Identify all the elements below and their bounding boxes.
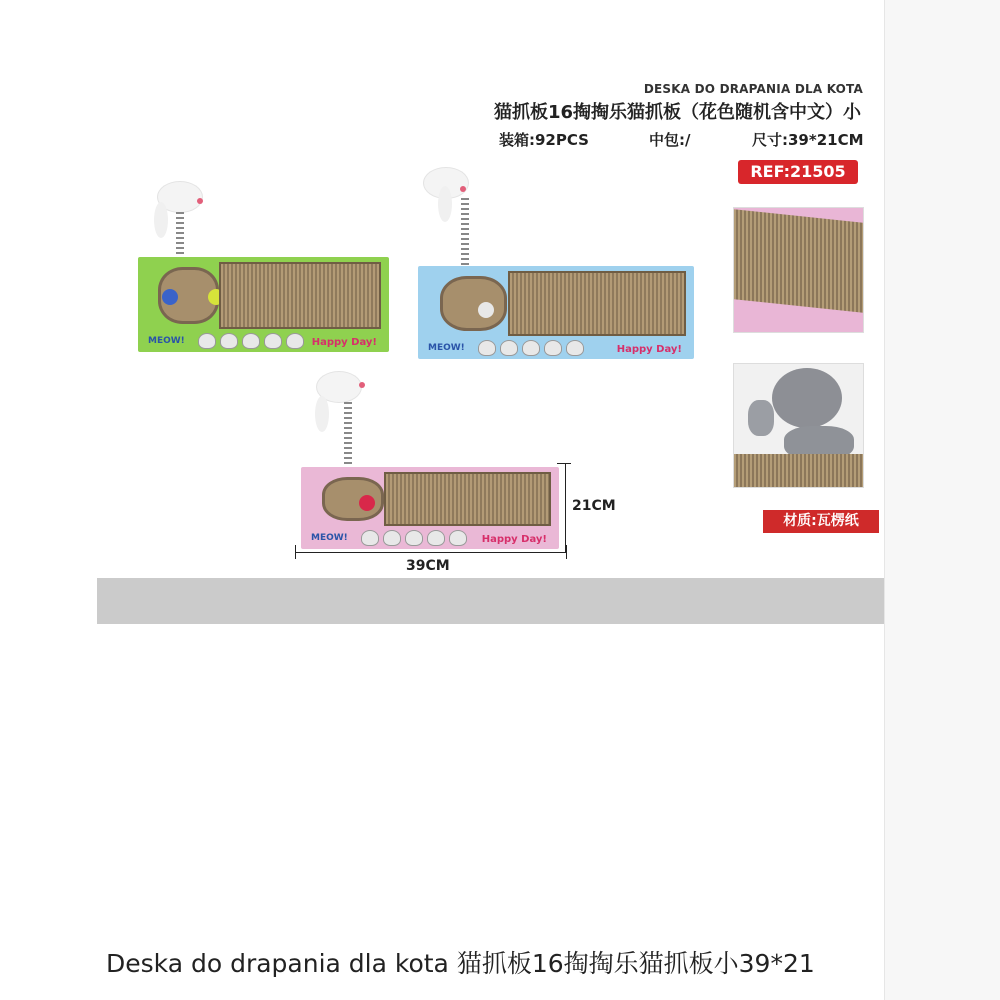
header-chinese: 猫抓板16掏掏乐猫抓板（花色随机含中文）小 [493, 102, 861, 123]
ball-icon [359, 495, 375, 511]
dimension-tick [557, 463, 571, 464]
product-caption[interactable]: Deska do drapania dla kota 猫抓板16掏掏乐猫抓板小39*21 [106, 949, 815, 978]
cat-faces [361, 530, 467, 546]
board-happy-text: Happy Day! [481, 534, 547, 545]
spec-size: 尺寸:39*21CM [752, 131, 864, 149]
board-meow-text: MEOW! [428, 343, 465, 353]
width-dimension-label: 39CM [406, 558, 450, 574]
scratch-board-pink [301, 467, 559, 549]
cardboard-pad [384, 472, 551, 526]
material-badge: 材质:瓦楞纸 [763, 510, 879, 533]
dimension-tick [566, 545, 567, 559]
thumbnail-kitten [733, 363, 864, 488]
ref-badge: REF:21505 [738, 160, 858, 184]
board-meow-text: MEOW! [148, 336, 185, 346]
ball-track [322, 477, 385, 521]
height-dimension-label: 21CM [572, 498, 616, 514]
ball-icon [478, 302, 494, 318]
spring-icon [461, 198, 469, 272]
cardboard-pad [508, 271, 686, 336]
height-dimension-line [565, 463, 566, 553]
header-polish: DESKA DO DRAPANIA DLA KOTA [643, 82, 863, 96]
spring-icon [176, 212, 184, 260]
board-meow-text: MEOW! [311, 533, 348, 543]
kitten-head [772, 368, 842, 428]
cardboard-texture [734, 209, 863, 313]
board-happy-text: Happy Day! [616, 344, 682, 355]
ball-track [440, 276, 507, 331]
scratch-board-blue [418, 266, 694, 359]
ball-icon [162, 289, 178, 305]
kitten-paw [748, 400, 774, 436]
board-happy-text: Happy Day! [311, 337, 377, 348]
cardboard-pad [219, 262, 381, 329]
spec-inner-pack: 中包:/ [649, 131, 691, 149]
cat-faces [478, 340, 584, 356]
dimension-tick [295, 545, 296, 559]
thumbnail-cardboard-closeup [733, 207, 864, 333]
right-scroll-panel [884, 0, 1000, 1000]
cardboard-texture [734, 454, 863, 487]
gray-divider [97, 578, 884, 624]
scratch-board-green [138, 257, 389, 352]
cat-faces [198, 333, 304, 349]
product-image [97, 0, 884, 578]
width-dimension-line [295, 552, 567, 553]
spec-box-qty: 装箱:92PCS [499, 131, 589, 149]
